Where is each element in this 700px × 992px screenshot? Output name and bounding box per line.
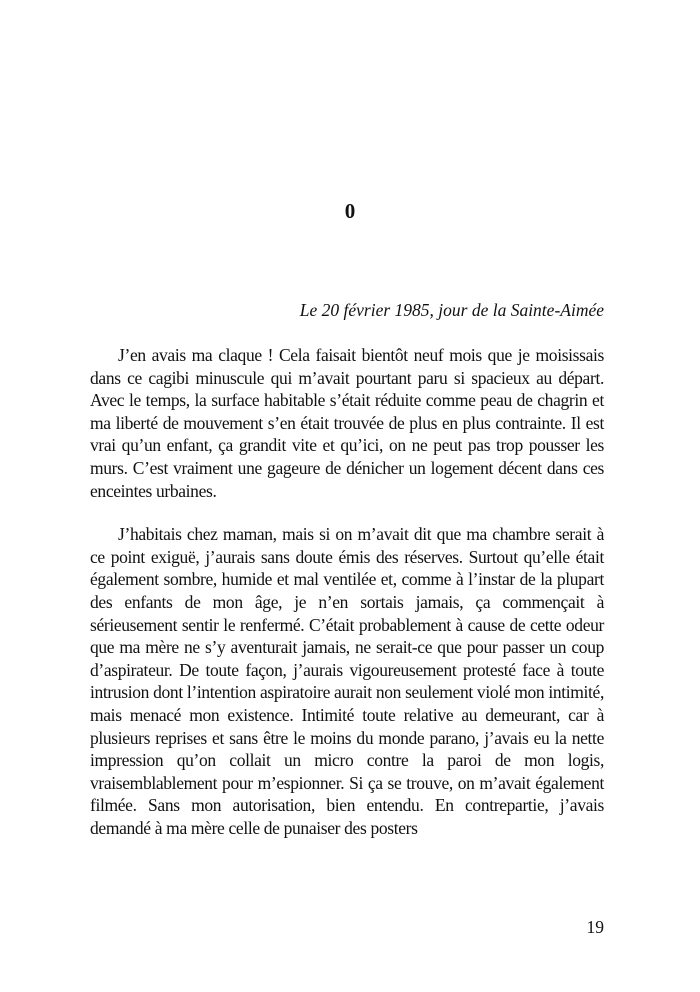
body-text — [90, 344, 604, 860]
paragraph-2: J’habitais chez maman, mais si on m’avait dit que ma chambre serait à ce point exiguë, j’aurais sans doute émis des réserves. Surtout qu’elle était également sombre, humide et mal ventilée et, comme à l’instar de la plupart des enfants de mon âge, je n’en sortais jamais, ça commençait à sérieusement sentir le renfermé. C’était probablement à cause de cette odeur que ma mère ne s’y aventurait jamais, ne serait-ce que pour passer un coup d’aspirateur. De toute façon, j’aurais vigoureusement protesté face à toute intrusion dont l’intention aspiratoire aurait non seulement violé mon intimité, mais menacé mon existence. Intimité toute relative au demeurant, car à plusieurs reprises et sans être le moins du monde parano, j’avais eu la nette impression qu’on collait un micro contre la paroi de mon logis, vraisemblablement pour m’espionner. Si ça se trouve, on m’avait également filmée. Sans mon autorisation, bien entendu. En contrepartie, j’avais demandé à ma mère celle de punaiser des posters — [90, 524, 604, 838]
epigraph-date: Le 20 février 1985, jour de la Sainte-Aimée — [299, 300, 604, 320]
page-number: 19 — [586, 917, 604, 937]
paragraph-1: J’en avais ma claque ! Cela faisait bientôt neuf mois que je moisissais dans ce cagibi minuscule qui m’avait pourtant paru si spacieux au départ. Avec le temps, la surface habitable s’était réduite comme peau de chagrin et ma liberté de mouvement s’en était trouvée de plus en plus contrainte. Il est vrai qu’un enfant, ça grandit vite et qu’ici, on ne peut pas trop pousser les murs. C’est vraiment une gageure de dénicher un logement décent dans ces enceintes urbaines. — [90, 345, 604, 501]
chapter-number: 0 — [344, 199, 356, 223]
